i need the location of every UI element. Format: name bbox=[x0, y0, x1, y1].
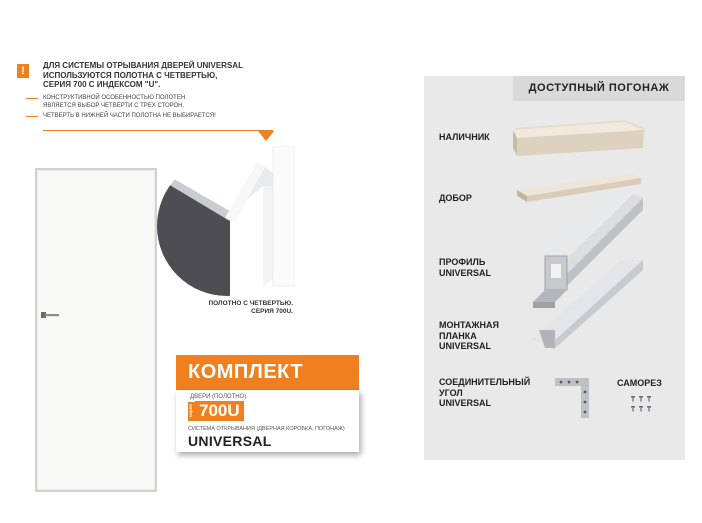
screw-icon bbox=[628, 394, 658, 418]
corner-bracket-icon bbox=[555, 378, 595, 420]
note-bullet-1-line-1: КОНСТРУКТИВНОЙ ОСОБЕННОСТЬЮ ПОЛОТЕН bbox=[43, 95, 186, 101]
note-bullet-1-line-2: ЯВЛЯЕТСЯ ВЫБОР ЧЕТВЕРТИ С ТРЕХ СТОРОН. bbox=[43, 102, 185, 109]
detail-caption-line-2: СЕРИЯ 700U. bbox=[251, 308, 293, 315]
note-title-line-3: СЕРИЯ 700 С ИНДЕКСОМ "U". bbox=[43, 80, 161, 89]
detail-caption bbox=[175, 300, 293, 316]
item-label-mounting-strip-line-2: ПЛАНКА bbox=[439, 330, 477, 341]
panel-title: ДОСТУПНЫЙ ПОГОНАЖ bbox=[513, 76, 685, 101]
item-label-extension bbox=[439, 193, 472, 204]
item-label-profile-line-1: ПРОФИЛЬ bbox=[439, 257, 486, 267]
kit-series: 700U bbox=[195, 401, 244, 421]
item-label-mounting-strip-line-3: UNIVERSAL bbox=[439, 341, 492, 351]
note-title-line-1: ДЛЯ СИСТЕМЫ ОТРЫВАНИЯ ДВЕРЕЙ UNIVERSAL bbox=[43, 61, 243, 70]
item-label-screw: САМОРЕЗ bbox=[617, 378, 662, 388]
item-label-corner-line-1: СОЕДИНИТЕЛЬНЫЙ bbox=[439, 377, 531, 387]
kit-door-label: ДВЕРИ (ПОЛОТНО) bbox=[190, 394, 247, 400]
note-pointer bbox=[258, 131, 274, 141]
door-illustration bbox=[35, 168, 157, 492]
item-label-casing bbox=[439, 132, 490, 143]
casing-image bbox=[505, 118, 650, 166]
kit-card bbox=[176, 390, 359, 452]
note-bullet-1 bbox=[43, 95, 185, 110]
profile-image bbox=[525, 190, 655, 350]
note-title bbox=[43, 61, 283, 90]
note-title-line-2: ИСПОЛЬЗУЮТСЯ ПОЛОТНА С ЧЕТВЕРТЬЮ, bbox=[43, 70, 218, 80]
item-label-mounting-strip bbox=[439, 320, 499, 352]
note-bullet-2-text: ЧЕТВЕРТЬ В НИЖНЕЙ ЧАСТИ ПОЛОТНА НЕ ВЫБИРАЕТСЯ! bbox=[43, 113, 216, 119]
item-label-mounting-strip-line-1: МОНТАЖНАЯ bbox=[439, 320, 500, 330]
kit-header bbox=[176, 355, 359, 390]
item-label-profile-line-2: UNIVERSAL bbox=[439, 267, 492, 278]
detail-caption-line-1: ПОЛОТНО С ЧЕТВЕРТЬЮ. bbox=[208, 300, 293, 307]
kit-system-name: UNIVERSAL bbox=[188, 433, 272, 449]
item-label-corner-line-3: UNIVERSAL bbox=[439, 398, 492, 408]
kit-series-tag bbox=[188, 402, 195, 421]
item-label-corner bbox=[439, 377, 530, 409]
kit-system-label: СИСТЕМА ОТКРЫВАНИЯ (ДВЕРНАЯ КОРОБКА, ПОГОНАЖ) bbox=[188, 426, 345, 432]
note-divider bbox=[43, 130, 273, 131]
door-handle-icon bbox=[41, 312, 59, 318]
door-corner-detail bbox=[155, 146, 295, 296]
kit-series-tag-text: серия bbox=[188, 403, 194, 418]
note-bullet-2 bbox=[43, 113, 216, 121]
item-label-profile bbox=[439, 257, 491, 278]
item-label-casing-line-1: НАЛИЧНИК bbox=[439, 132, 490, 142]
item-label-extension-line-1: ДОБОР bbox=[439, 193, 472, 203]
warning-icon: ! bbox=[17, 64, 29, 78]
item-label-corner-line-2: УГОЛ bbox=[439, 387, 463, 398]
kit-title: КОМПЛЕКТ bbox=[188, 361, 304, 383]
